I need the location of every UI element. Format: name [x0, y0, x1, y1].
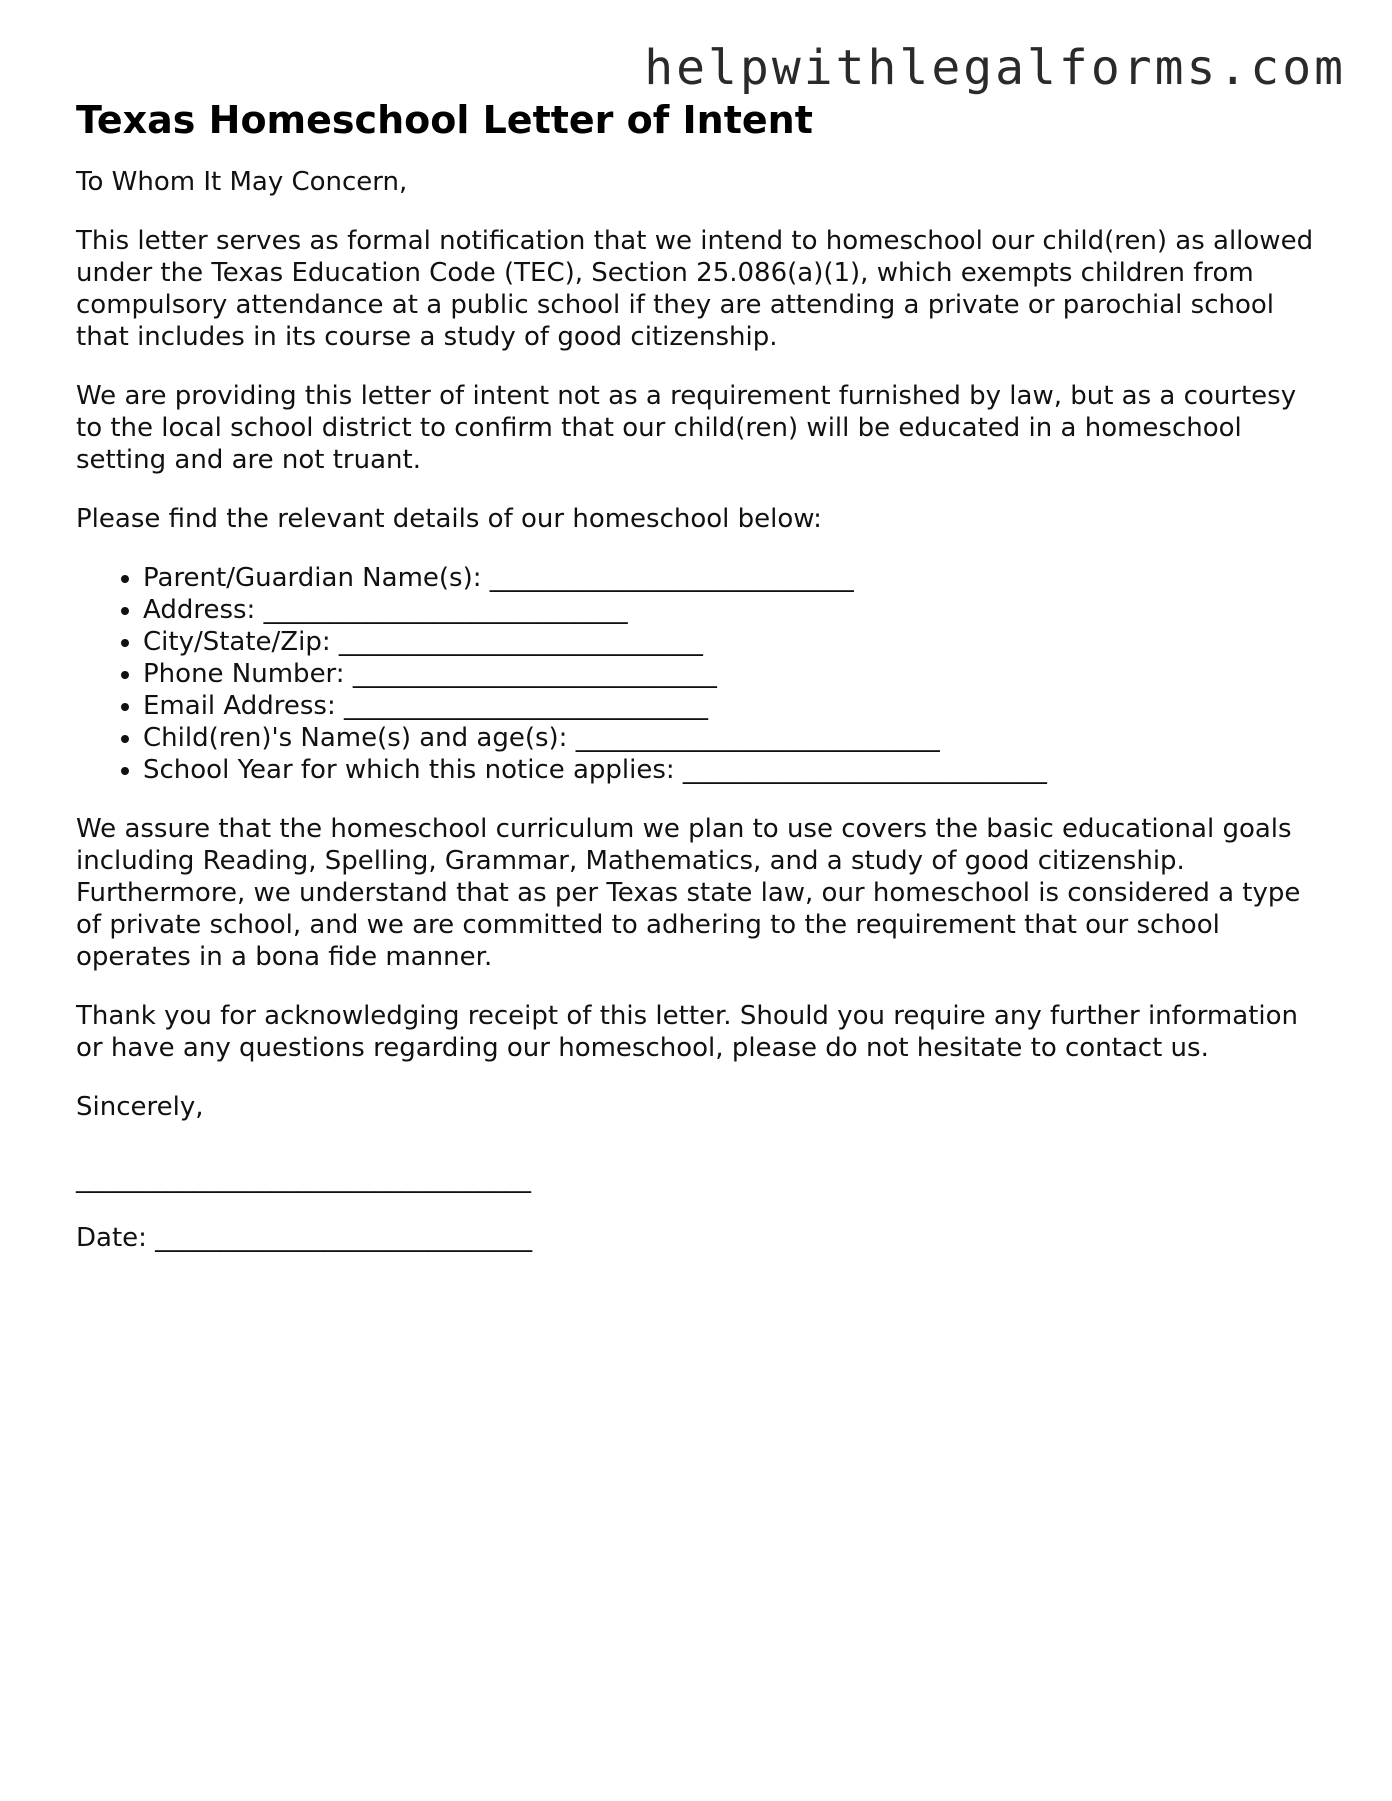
date-field[interactable]: Date: _____________________________ — [76, 1223, 533, 1253]
field-parent-guardian-name[interactable]: • Parent/Guardian Name(s): ____________________________ — [143, 562, 1316, 594]
field-children-names-ages[interactable]: • Child(ren)'s Name(s) and age(s): ____________________________ — [143, 722, 1316, 754]
paragraph-thanks: Thank you for acknowledging receipt of this letter. Should you require any further information or have any questions regarding our homeschool, please do not hesitate to contact us. — [76, 1001, 1298, 1063]
field-city-state-zip[interactable]: • City/State/Zip: ____________________________ — [143, 626, 1316, 658]
field-email-address[interactable]: • Email Address: ____________________________ — [143, 690, 1316, 722]
salutation: To Whom It May Concern, — [76, 167, 408, 197]
closing: Sincerely, — [76, 1092, 204, 1122]
paragraph-curriculum: We assure that the homeschool curriculum we plan to use covers the basic educational goals including Reading, Spelling, Grammar, Mathematics, and a study of good citizenship. Furthermore, we understand that as per Texas state law, our homeschool is considered a type of private school, and we are committed to adhering to the requirement that our school operates in a bona fide manner. — [76, 814, 1301, 972]
field-address[interactable]: • Address: ____________________________ — [143, 594, 1316, 626]
letter-document — [76, 96, 1316, 1254]
field-school-year[interactable]: • School Year for which this notice applies: ____________________________ — [143, 754, 1316, 786]
paragraph-details-intro: Please find the relevant details of our homeschool below: — [76, 504, 822, 534]
paragraph-courtesy: We are providing this letter of intent not as a requirement furnished by law, but as a courtesy to the local school district to confirm that our child(ren) will be educated in a homeschool setting and are not truant. — [76, 381, 1297, 475]
site-watermark: helpwithlegalforms.com — [644, 40, 1346, 96]
details-field-list — [76, 562, 1316, 786]
signature-field[interactable]: ___________________________________ — [76, 1164, 531, 1194]
document-title: Texas Homeschool Letter of Intent — [76, 98, 813, 142]
paragraph-notification: This letter serves as formal notification that we intend to homeschool our child(ren) as allowed under the Texas Education Code (TEC), Section 25.086(a)(1), which exempts children from compulsory attendance at a public school if they are attending a private or parochial school that includes in its course a study of good citizenship. — [76, 226, 1314, 352]
field-phone-number[interactable]: • Phone Number: ____________________________ — [143, 658, 1316, 690]
